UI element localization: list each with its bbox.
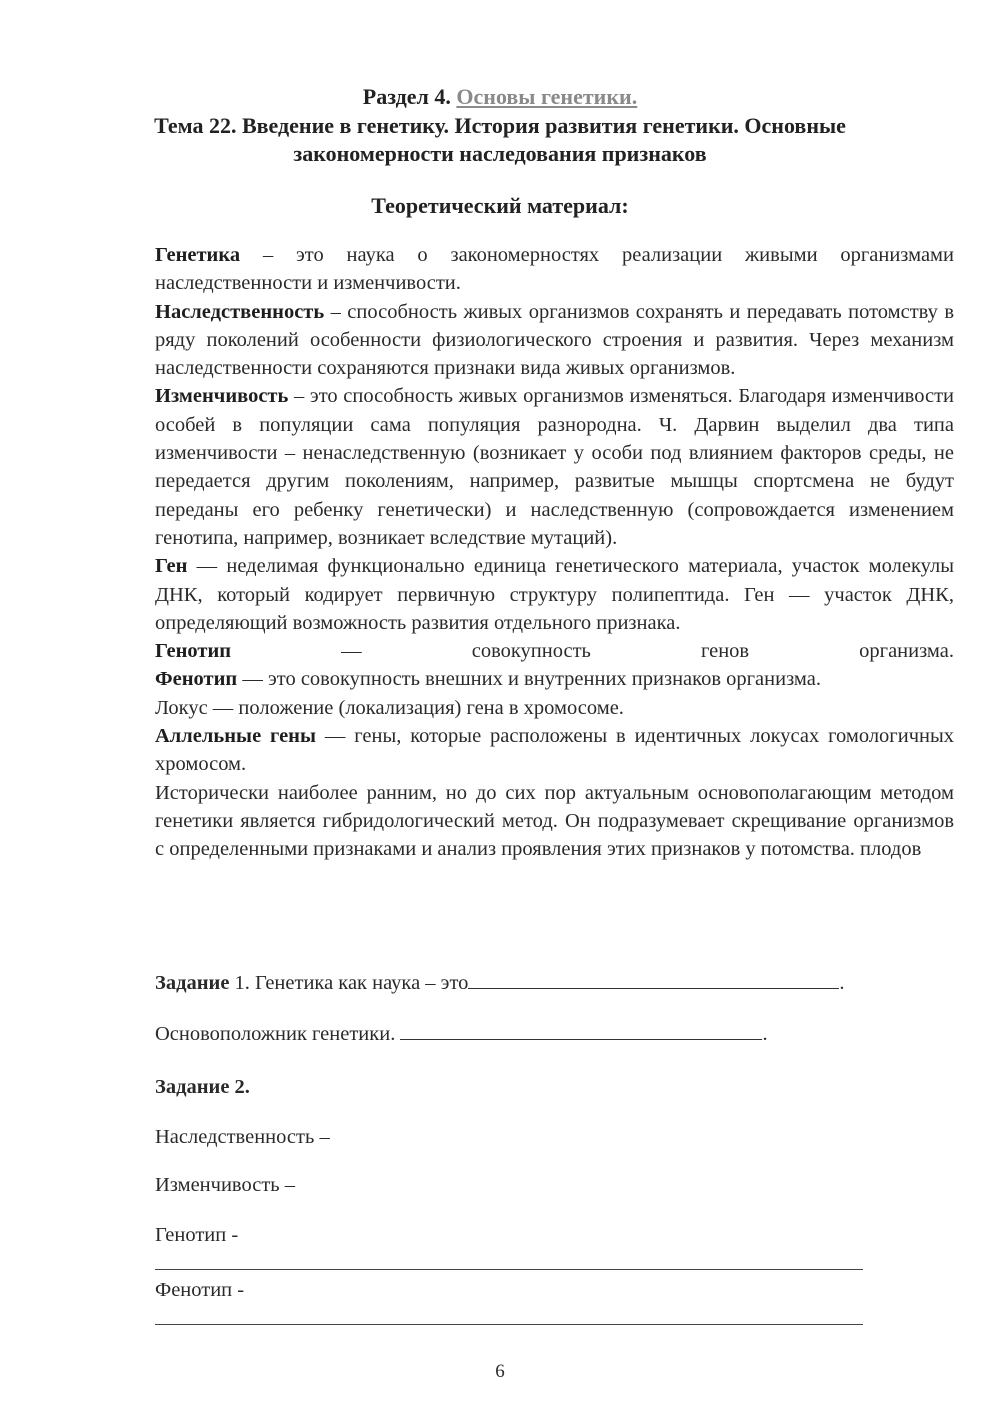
task1-founder xyxy=(155,1019,768,1048)
task1 xyxy=(155,968,845,997)
paragraph-text: Исторически наиболее ранним, но до сих пор актуальным основополагающим методом генетики является гибридологический метод. Он подразумевает скрещивание организмов с определенными признаками и анализ проявления этих признаков у потомства. плодов xyxy=(155,781,954,861)
definition-alleles xyxy=(155,722,954,779)
topic-title-line2: закономерности наследования признаков xyxy=(293,141,707,166)
definition: – это способность живых организмов изменяться. Благодаря изменчивости особей в популяции сама популяция разнородна. Ч. Дарвин выделил два типа изменчивости – ненаследственную (возникает у особи под влиянием факторов среды, не передается другим поколениям, например, развитые мышцы спортсмена не будут переданы его ребенку генетически) и наследственную (сопровождается изменением генотипа, например, возникает вследствие мутаций). xyxy=(155,385,954,549)
definition-heredity xyxy=(155,298,954,383)
term: Ген xyxy=(155,555,188,578)
theory-text xyxy=(155,241,954,864)
task2-heredity: Наследственность – xyxy=(155,1126,330,1148)
term: Фенотип xyxy=(155,668,238,691)
definition-genotype xyxy=(155,637,954,665)
theory-title: Теоретический материал: xyxy=(371,193,629,218)
section-heading xyxy=(0,82,1000,112)
task2-phenotype: Фенотип - xyxy=(155,1279,245,1301)
definition: — гены, которые расположены в идентичных локусах гомологичных хромосом. xyxy=(155,725,954,776)
definition-locus xyxy=(155,694,954,722)
task1-text: 1. Генетика как наука – это xyxy=(229,972,469,994)
term: Наследственность xyxy=(155,300,325,323)
definition: — это совокупность внешних и внутренних признаков организма. xyxy=(237,668,821,691)
task1-answer-blank[interactable] xyxy=(468,968,839,989)
founder-answer-blank[interactable] xyxy=(400,1019,762,1040)
genotype-answer-line[interactable] xyxy=(155,1269,863,1270)
definition: – это наука о закономерностях реализации живыми организмами наследственности и изменчивости. xyxy=(155,244,954,295)
section-link[interactable]: Основы генетики. xyxy=(456,84,638,109)
paragraph-hybrid-method xyxy=(155,779,954,864)
term: Генетика xyxy=(155,244,241,266)
task2-label: Задание 2. xyxy=(155,1076,250,1098)
term: Генотип xyxy=(155,640,232,663)
term: Аллельные гены xyxy=(155,725,316,748)
task2-genotype: Генотип - xyxy=(155,1224,239,1246)
section-prefix: Раздел 4. xyxy=(362,84,451,109)
definition: Локус — положение (локализация) гена в хромосоме. xyxy=(155,696,624,719)
topic-title-line1: Тема 22. Введение в генетику. История развития генетики. Основные xyxy=(154,113,846,138)
founder-label: Основоположник генетики. xyxy=(155,1023,396,1045)
definition-variability xyxy=(155,382,954,552)
task2-variability: Изменчивость – xyxy=(155,1174,296,1196)
definition: – способность живых организмов сохранять и передавать потомству в ряду поколений особенности физиологического строения и развития. Через механизм наследственности сохраняются признаки вида живых организмов. xyxy=(155,300,954,380)
definition: — совокупность генов организма. xyxy=(231,640,954,663)
page-number: 6 xyxy=(495,1361,505,1382)
term: Изменчивость xyxy=(155,385,289,408)
task1-end: . xyxy=(839,972,845,994)
definition: — неделимая функционально единица генетического материала, участок молекулы ДНК, который кодирует первичную структуру полипептида. Ген — участок ДНК, определяющий возможность развития отдельного признака. xyxy=(155,555,954,634)
definition-phenotype xyxy=(155,665,954,693)
definition-genetics xyxy=(155,241,954,298)
founder-end: . xyxy=(762,1023,768,1045)
definition-gene xyxy=(155,552,954,637)
phenotype-answer-line[interactable] xyxy=(155,1324,863,1325)
task1-label: Задание xyxy=(155,972,230,994)
